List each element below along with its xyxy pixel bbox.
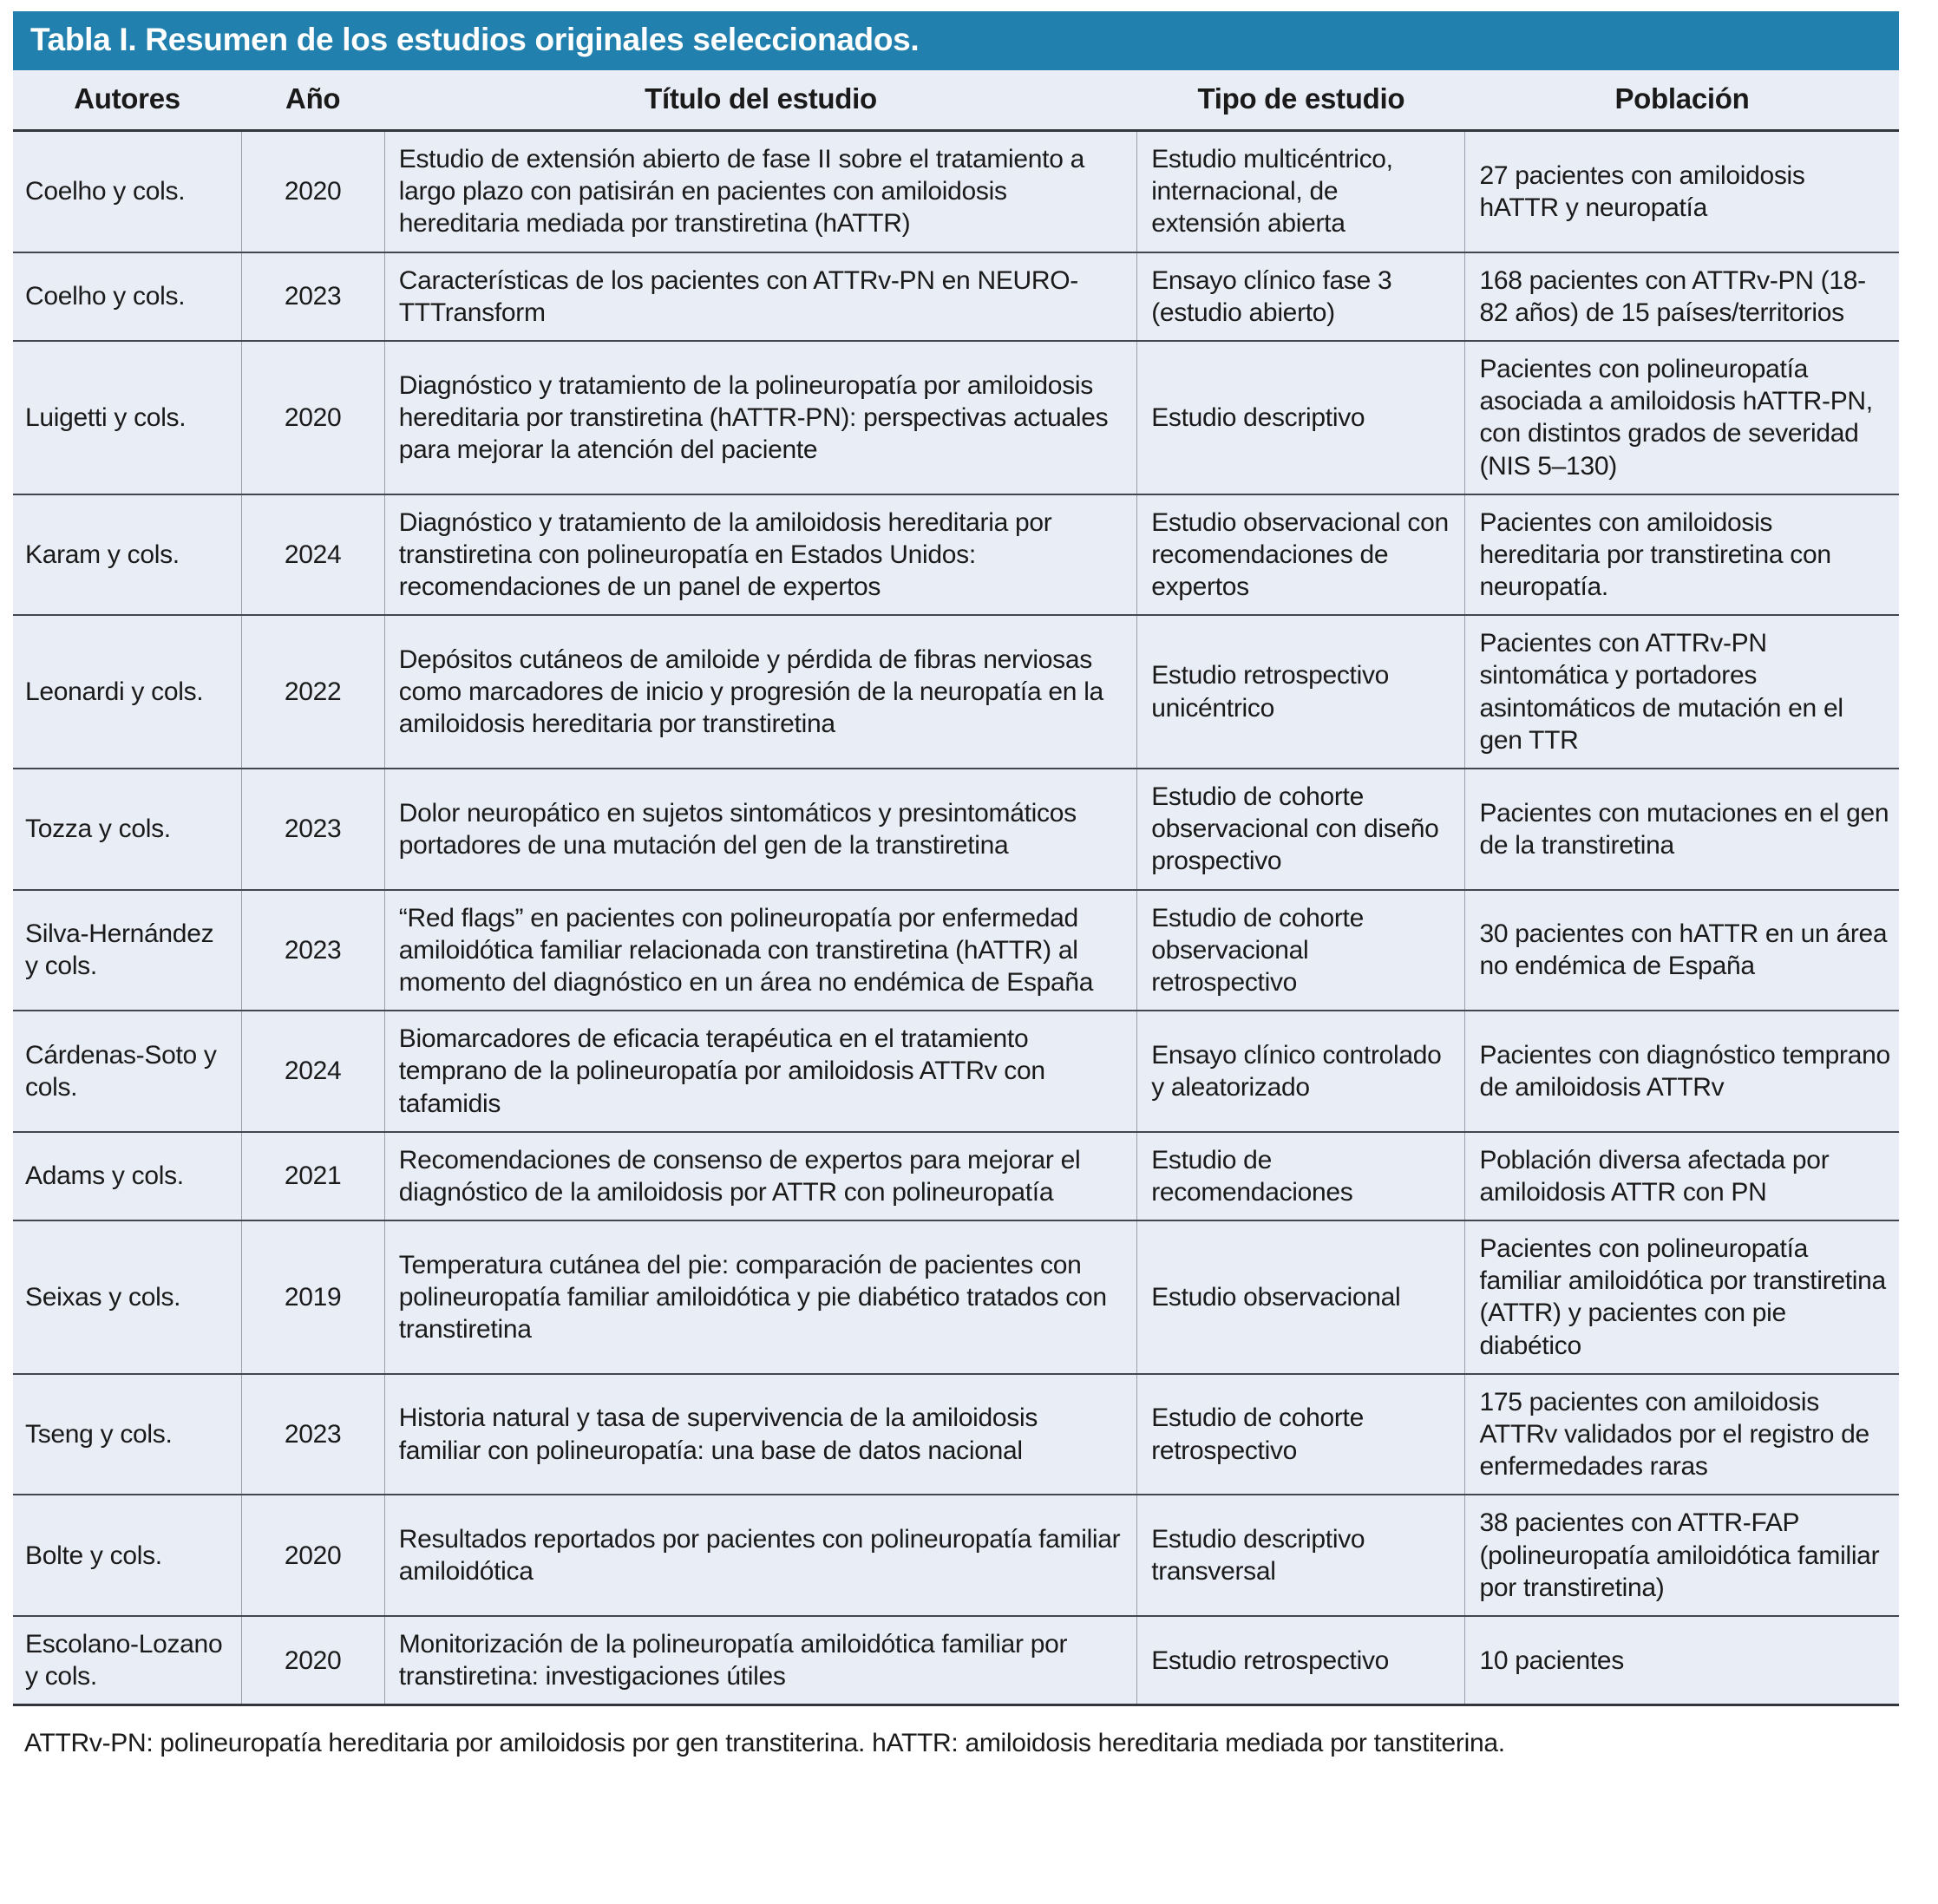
cell-autores: Luigetti y cols.: [13, 341, 241, 494]
table-title: Tabla I. Resumen de los estudios originales seleccionados.: [30, 22, 920, 57]
cell-poblacion: 38 pacientes con ATTR-FAP (polineuropatía amiloidótica familiar por transtiretina): [1465, 1495, 1899, 1616]
cell-autores: Cárdenas-Soto y cols.: [13, 1011, 241, 1132]
cell-titulo: Monitorización de la polineuropatía amiloidótica familiar por transtiretina: investigaciones útiles: [384, 1616, 1136, 1705]
cell-tipo: Estudio de recomendaciones: [1137, 1132, 1465, 1220]
cell-poblacion: Pacientes con amiloidosis hereditaria por transtiretina con neuropatía.: [1465, 494, 1899, 616]
cell-autores: Tseng y cols.: [13, 1374, 241, 1495]
cell-titulo: Biomarcadores de eficacia terapéutica en el tratamiento temprano de la polineuropatía por amiloidosis ATTRv con tafamidis: [384, 1011, 1136, 1132]
table-row: [13, 494, 1899, 616]
table-row: [13, 1616, 1899, 1705]
cell-tipo: Estudio de cohorte retrospectivo: [1137, 1374, 1465, 1495]
cell-tipo: Estudio de cohorte observacional retrospectivo: [1137, 890, 1465, 1011]
table-row: [13, 1011, 1899, 1132]
cell-poblacion: 10 pacientes: [1465, 1616, 1899, 1705]
cell-tipo: Ensayo clínico controlado y aleatorizado: [1137, 1011, 1465, 1132]
table-row: [13, 252, 1899, 341]
cell-titulo: Resultados reportados por pacientes con polineuropatía familiar amiloidótica: [384, 1495, 1136, 1616]
col-header-poblacion: Población: [1465, 70, 1899, 131]
cell-autores: Leonardi y cols.: [13, 615, 241, 769]
table-row: [13, 890, 1899, 1011]
cell-titulo: Dolor neuropático en sujetos sintomáticos y presintomáticos portadores de una mutación del gen de la transtiretina: [384, 769, 1136, 890]
cell-titulo: Diagnóstico y tratamiento de la amiloidosis hereditaria por transtiretina con polineuropatía en Estados Unidos: recomendaciones de un panel de expertos: [384, 494, 1136, 616]
table-row: [13, 769, 1899, 890]
cell-ano: 2024: [241, 494, 384, 616]
col-header-ano: Año: [241, 70, 384, 131]
header-row: [13, 70, 1899, 131]
cell-autores: Seixas y cols.: [13, 1220, 241, 1374]
table-title-bar: [13, 11, 1899, 70]
table-row: [13, 1374, 1899, 1495]
cell-tipo: Estudio descriptivo transversal: [1137, 1495, 1465, 1616]
studies-table: [13, 70, 1899, 1706]
cell-ano: 2020: [241, 131, 384, 252]
cell-ano: 2020: [241, 1495, 384, 1616]
cell-tipo: Ensayo clínico fase 3 (estudio abierto): [1137, 252, 1465, 341]
cell-autores: Adams y cols.: [13, 1132, 241, 1220]
cell-poblacion: Pacientes con ATTRv-PN sintomática y portadores asintomáticos de mutación en el gen TTR: [1465, 615, 1899, 769]
cell-tipo: Estudio de cohorte observacional con diseño prospectivo: [1137, 769, 1465, 890]
table-row: [13, 131, 1899, 252]
cell-autores: Bolte y cols.: [13, 1495, 241, 1616]
cell-tipo: Estudio descriptivo: [1137, 341, 1465, 494]
cell-titulo: Recomendaciones de consenso de expertos para mejorar el diagnóstico de la amiloidosis por ATTR con polineuropatía: [384, 1132, 1136, 1220]
col-header-tipo: Tipo de estudio: [1137, 70, 1465, 131]
cell-titulo: “Red flags” en pacientes con polineuropatía por enfermedad amiloidótica familiar relacionada con transtiretina (hATTR) al momento del diagnóstico en un área no endémica de España: [384, 890, 1136, 1011]
table-row: [13, 1220, 1899, 1374]
table-row: [13, 615, 1899, 769]
cell-ano: 2021: [241, 1132, 384, 1220]
cell-ano: 2023: [241, 769, 384, 890]
col-header-titulo: Título del estudio: [384, 70, 1136, 131]
cell-titulo: Características de los pacientes con ATTRv-PN en NEURO-TTTransform: [384, 252, 1136, 341]
cell-tipo: Estudio multicéntrico, internacional, de extensión abierta: [1137, 131, 1465, 252]
cell-poblacion: Pacientes con mutaciones en el gen de la transtiretina: [1465, 769, 1899, 890]
cell-ano: 2023: [241, 890, 384, 1011]
col-header-autores: Autores: [13, 70, 241, 131]
cell-ano: 2022: [241, 615, 384, 769]
cell-ano: 2020: [241, 341, 384, 494]
cell-poblacion: Pacientes con polineuropatía familiar amiloidótica por transtiretina (ATTR) y pacientes con pie diabético: [1465, 1220, 1899, 1374]
cell-autores: Coelho y cols.: [13, 252, 241, 341]
cell-ano: 2023: [241, 1374, 384, 1495]
cell-autores: Karam y cols.: [13, 494, 241, 616]
table-row: [13, 341, 1899, 494]
cell-tipo: Estudio retrospectivo: [1137, 1616, 1465, 1705]
cell-tipo: Estudio retrospectivo unicéntrico: [1137, 615, 1465, 769]
cell-poblacion: 168 pacientes con ATTRv-PN (18-82 años) de 15 países/territorios: [1465, 252, 1899, 341]
cell-autores: Coelho y cols.: [25, 177, 186, 206]
table-row: [13, 1132, 1899, 1220]
cell-titulo: Depósitos cutáneos de amiloide y pérdida de fibras nerviosas como marcadores de inicio y progresión de la neuropatía en la amiloidosis hereditaria por transtiretina: [384, 615, 1136, 769]
cell-titulo: Estudio de extensión abierto de fase II sobre el tratamiento a largo plazo con patisirán en pacientes con amiloidosis hereditaria mediada por transtiretina (hATTR): [384, 131, 1136, 252]
cell-tipo: Estudio observacional: [1137, 1220, 1465, 1374]
cell-autores: Silva-Hernández y cols.: [13, 890, 241, 1011]
cell-poblacion: 175 pacientes con amiloidosis ATTRv validados por el registro de enfermedades raras: [1465, 1374, 1899, 1495]
cell-poblacion: Pacientes con polineuropatía asociada a amiloidosis hATTR-PN, con distintos grados de severidad (NIS 5–130): [1465, 341, 1899, 494]
cell-titulo: Historia natural y tasa de supervivencia de la amiloidosis familiar con polineuropatía: una base de datos nacional: [384, 1374, 1136, 1495]
cell-poblacion: Pacientes con diagnóstico temprano de amiloidosis ATTRv: [1465, 1011, 1899, 1132]
cell-tipo: Estudio observacional con recomendaciones de expertos: [1137, 494, 1465, 616]
cell-ano: 2023: [241, 252, 384, 341]
cell-autores: Tozza y cols.: [13, 769, 241, 890]
footnote: ATTRv-PN: polineuropatía hereditaria por amiloidosis por gen transtiterina. hATTR: amiloidosis hereditaria mediada por tanstiterina.: [24, 1729, 1505, 1758]
cell-ano: 2020: [241, 1616, 384, 1705]
cell-autores: Escolano-Lozano y cols.: [13, 1616, 241, 1705]
cell-titulo: Diagnóstico y tratamiento de la polineuropatía por amiloidosis hereditaria por transtiretina (hATTR-PN): perspectivas actuales para mejorar la atención del paciente: [384, 341, 1136, 494]
table-row: [13, 1495, 1899, 1616]
cell-poblacion: 30 pacientes con hATTR en un área no endémica de España: [1465, 890, 1899, 1011]
cell-titulo: Temperatura cutánea del pie: comparación de pacientes con polineuropatía familiar amiloidótica y pie diabético tratados con transtiretina: [384, 1220, 1136, 1374]
cell-ano: 2019: [241, 1220, 384, 1374]
cell-poblacion: Población diversa afectada por amiloidosis ATTR con PN: [1465, 1132, 1899, 1220]
cell-ano: 2024: [241, 1011, 384, 1132]
cell-poblacion: 27 pacientes con amiloidosis hATTR y neuropatía: [1465, 131, 1899, 252]
